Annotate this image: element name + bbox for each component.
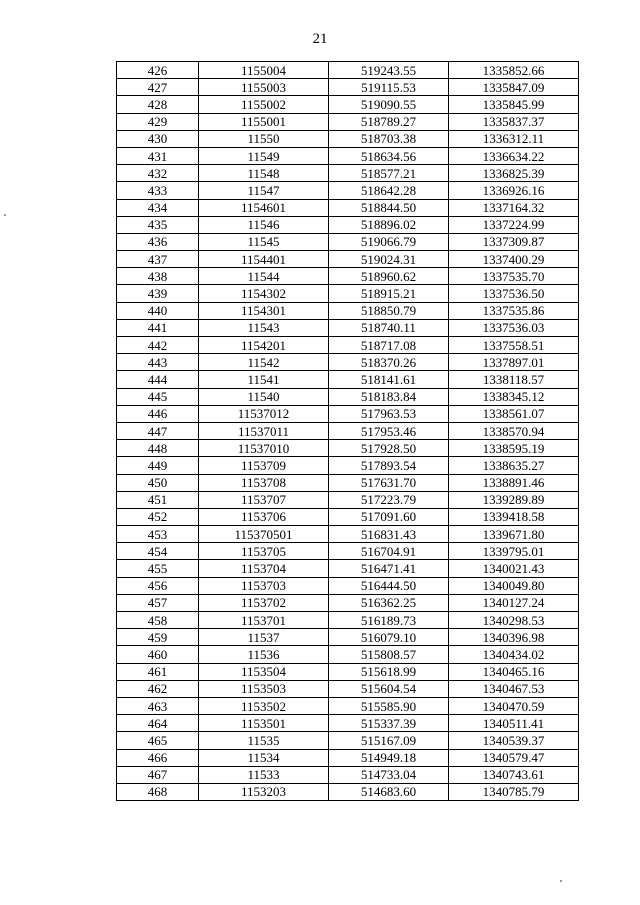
point-id-cell: 1154601 <box>199 199 329 216</box>
point-id-cell: 11549 <box>199 147 329 164</box>
point-id-cell: 1155004 <box>199 62 329 79</box>
point-id-cell: 11548 <box>199 165 329 182</box>
row-number-cell: 427 <box>117 79 199 96</box>
table-row <box>117 766 579 783</box>
point-id-cell: 1153707 <box>199 491 329 508</box>
table-row <box>117 199 579 216</box>
row-number-cell: 447 <box>117 422 199 439</box>
table-row <box>117 405 579 422</box>
y-coordinate-cell: 1335847.09 <box>449 79 579 96</box>
table-row <box>117 440 579 457</box>
y-coordinate-cell: 1335837.37 <box>449 113 579 130</box>
y-coordinate-cell: 1340021.43 <box>449 560 579 577</box>
scan-speck <box>4 214 6 216</box>
x-coordinate-cell: 517223.79 <box>329 491 449 508</box>
y-coordinate-cell: 1338118.57 <box>449 371 579 388</box>
row-number-cell: 440 <box>117 302 199 319</box>
y-coordinate-cell: 1336926.16 <box>449 182 579 199</box>
x-coordinate-cell: 518703.38 <box>329 130 449 147</box>
y-coordinate-cell: 1337558.51 <box>449 337 579 354</box>
x-coordinate-cell: 517953.46 <box>329 422 449 439</box>
table-row <box>117 663 579 680</box>
row-number-cell: 430 <box>117 130 199 147</box>
table-row <box>117 594 579 611</box>
y-coordinate-cell: 1340539.37 <box>449 732 579 749</box>
point-id-cell: 1153705 <box>199 543 329 560</box>
point-id-cell: 11534 <box>199 749 329 766</box>
table-row <box>117 113 579 130</box>
y-coordinate-cell: 1340467.53 <box>449 680 579 697</box>
point-id-cell: 11541 <box>199 371 329 388</box>
y-coordinate-cell: 1336825.39 <box>449 165 579 182</box>
point-id-cell: 11547 <box>199 182 329 199</box>
y-coordinate-cell: 1340785.79 <box>449 783 579 800</box>
y-coordinate-cell: 1336634.22 <box>449 147 579 164</box>
table-row <box>117 354 579 371</box>
y-coordinate-cell: 1335845.99 <box>449 96 579 113</box>
row-number-cell: 444 <box>117 371 199 388</box>
y-coordinate-cell: 1337897.01 <box>449 354 579 371</box>
row-number-cell: 432 <box>117 165 199 182</box>
row-number-cell: 438 <box>117 268 199 285</box>
y-coordinate-cell: 1338561.07 <box>449 405 579 422</box>
row-number-cell: 456 <box>117 577 199 594</box>
y-coordinate-cell: 1340743.61 <box>449 766 579 783</box>
x-coordinate-cell: 518370.26 <box>329 354 449 371</box>
y-coordinate-cell: 1340127.24 <box>449 594 579 611</box>
row-number-cell: 429 <box>117 113 199 130</box>
point-id-cell: 11545 <box>199 233 329 250</box>
table-row <box>117 96 579 113</box>
table-row <box>117 147 579 164</box>
row-number-cell: 467 <box>117 766 199 783</box>
y-coordinate-cell: 1339795.01 <box>449 543 579 560</box>
x-coordinate-cell: 518740.11 <box>329 319 449 336</box>
row-number-cell: 460 <box>117 646 199 663</box>
x-coordinate-cell: 518960.62 <box>329 268 449 285</box>
y-coordinate-cell: 1340465.16 <box>449 663 579 680</box>
table-row <box>117 543 579 560</box>
row-number-cell: 435 <box>117 216 199 233</box>
table-row <box>117 268 579 285</box>
x-coordinate-cell: 516189.73 <box>329 612 449 629</box>
x-coordinate-cell: 515618.99 <box>329 663 449 680</box>
y-coordinate-cell: 1339418.58 <box>449 508 579 525</box>
table-row <box>117 491 579 508</box>
y-coordinate-cell: 1340298.53 <box>449 612 579 629</box>
x-coordinate-cell: 516444.50 <box>329 577 449 594</box>
point-id-cell: 1153702 <box>199 594 329 611</box>
table-row <box>117 680 579 697</box>
y-coordinate-cell: 1335852.66 <box>449 62 579 79</box>
point-id-cell: 1153704 <box>199 560 329 577</box>
x-coordinate-cell: 519115.53 <box>329 79 449 96</box>
row-number-cell: 436 <box>117 233 199 250</box>
point-id-cell: 1153701 <box>199 612 329 629</box>
x-coordinate-cell: 518915.21 <box>329 285 449 302</box>
y-coordinate-cell: 1338570.94 <box>449 422 579 439</box>
table-row <box>117 302 579 319</box>
table-row <box>117 285 579 302</box>
x-coordinate-cell: 514949.18 <box>329 749 449 766</box>
row-number-cell: 449 <box>117 457 199 474</box>
row-number-cell: 453 <box>117 526 199 543</box>
y-coordinate-cell: 1338635.27 <box>449 457 579 474</box>
point-id-cell: 1153709 <box>199 457 329 474</box>
x-coordinate-cell: 518896.02 <box>329 216 449 233</box>
y-coordinate-cell: 1338345.12 <box>449 388 579 405</box>
y-coordinate-cell: 1339671.80 <box>449 526 579 543</box>
y-coordinate-cell: 1336312.11 <box>449 130 579 147</box>
row-number-cell: 446 <box>117 405 199 422</box>
x-coordinate-cell: 516471.41 <box>329 560 449 577</box>
x-coordinate-cell: 517091.60 <box>329 508 449 525</box>
row-number-cell: 466 <box>117 749 199 766</box>
table-row <box>117 732 579 749</box>
x-coordinate-cell: 518577.21 <box>329 165 449 182</box>
x-coordinate-cell: 514683.60 <box>329 783 449 800</box>
x-coordinate-cell: 516831.43 <box>329 526 449 543</box>
y-coordinate-cell: 1337535.70 <box>449 268 579 285</box>
point-id-cell: 1154201 <box>199 337 329 354</box>
row-number-cell: 448 <box>117 440 199 457</box>
coordinates-table-body <box>117 62 579 801</box>
x-coordinate-cell: 519243.55 <box>329 62 449 79</box>
y-coordinate-cell: 1337224.99 <box>449 216 579 233</box>
row-number-cell: 457 <box>117 594 199 611</box>
row-number-cell: 461 <box>117 663 199 680</box>
table-row <box>117 457 579 474</box>
row-number-cell: 463 <box>117 697 199 714</box>
y-coordinate-cell: 1340511.41 <box>449 715 579 732</box>
x-coordinate-cell: 514733.04 <box>329 766 449 783</box>
y-coordinate-cell: 1337536.03 <box>449 319 579 336</box>
row-number-cell: 468 <box>117 783 199 800</box>
table-row <box>117 62 579 79</box>
x-coordinate-cell: 518717.08 <box>329 337 449 354</box>
table-row <box>117 388 579 405</box>
y-coordinate-cell: 1340049.80 <box>449 577 579 594</box>
point-id-cell: 11536 <box>199 646 329 663</box>
row-number-cell: 437 <box>117 251 199 268</box>
point-id-cell: 1153504 <box>199 663 329 680</box>
table-row <box>117 612 579 629</box>
row-number-cell: 426 <box>117 62 199 79</box>
x-coordinate-cell: 519024.31 <box>329 251 449 268</box>
point-id-cell: 1153708 <box>199 474 329 491</box>
x-coordinate-cell: 519090.55 <box>329 96 449 113</box>
table-row <box>117 697 579 714</box>
table-row <box>117 182 579 199</box>
point-id-cell: 11537 <box>199 629 329 646</box>
x-coordinate-cell: 518141.61 <box>329 371 449 388</box>
table-row <box>117 783 579 800</box>
x-coordinate-cell: 518789.27 <box>329 113 449 130</box>
point-id-cell: 11533 <box>199 766 329 783</box>
point-id-cell: 11537012 <box>199 405 329 422</box>
table-row <box>117 422 579 439</box>
table-row <box>117 130 579 147</box>
x-coordinate-cell: 515808.57 <box>329 646 449 663</box>
x-coordinate-cell: 518642.28 <box>329 182 449 199</box>
table-row <box>117 371 579 388</box>
x-coordinate-cell: 517928.50 <box>329 440 449 457</box>
x-coordinate-cell: 515585.90 <box>329 697 449 714</box>
table-row <box>117 715 579 732</box>
y-coordinate-cell: 1340579.47 <box>449 749 579 766</box>
row-number-cell: 462 <box>117 680 199 697</box>
page-number: 21 <box>312 31 328 47</box>
row-number-cell: 458 <box>117 612 199 629</box>
x-coordinate-cell: 516704.91 <box>329 543 449 560</box>
point-id-cell: 1155002 <box>199 96 329 113</box>
y-coordinate-cell: 1337309.87 <box>449 233 579 250</box>
point-id-cell: 11542 <box>199 354 329 371</box>
row-number-cell: 459 <box>117 629 199 646</box>
table-row <box>117 79 579 96</box>
point-id-cell: 1153502 <box>199 697 329 714</box>
point-id-cell: 1153203 <box>199 783 329 800</box>
table-row <box>117 629 579 646</box>
y-coordinate-cell: 1337535.86 <box>449 302 579 319</box>
row-number-cell: 433 <box>117 182 199 199</box>
table-row <box>117 526 579 543</box>
point-id-cell: 1153706 <box>199 508 329 525</box>
table-row <box>117 749 579 766</box>
table-row <box>117 251 579 268</box>
table-row <box>117 560 579 577</box>
coordinates-table <box>116 61 579 801</box>
row-number-cell: 455 <box>117 560 199 577</box>
scan-speck <box>560 880 562 882</box>
table-row <box>117 508 579 525</box>
x-coordinate-cell: 518183.84 <box>329 388 449 405</box>
y-coordinate-cell: 1340470.59 <box>449 697 579 714</box>
point-id-cell: 1154301 <box>199 302 329 319</box>
x-coordinate-cell: 517963.53 <box>329 405 449 422</box>
point-id-cell: 1154302 <box>199 285 329 302</box>
point-id-cell: 11540 <box>199 388 329 405</box>
table-row <box>117 337 579 354</box>
row-number-cell: 439 <box>117 285 199 302</box>
row-number-cell: 428 <box>117 96 199 113</box>
row-number-cell: 452 <box>117 508 199 525</box>
row-number-cell: 441 <box>117 319 199 336</box>
x-coordinate-cell: 517893.54 <box>329 457 449 474</box>
point-id-cell: 11537011 <box>199 422 329 439</box>
table-row <box>117 577 579 594</box>
row-number-cell: 445 <box>117 388 199 405</box>
point-id-cell: 11544 <box>199 268 329 285</box>
x-coordinate-cell: 517631.70 <box>329 474 449 491</box>
table-row <box>117 319 579 336</box>
row-number-cell: 431 <box>117 147 199 164</box>
x-coordinate-cell: 516079.10 <box>329 629 449 646</box>
point-id-cell: 1153703 <box>199 577 329 594</box>
y-coordinate-cell: 1340396.98 <box>449 629 579 646</box>
point-id-cell: 11550 <box>199 130 329 147</box>
table-row <box>117 646 579 663</box>
y-coordinate-cell: 1339289.89 <box>449 491 579 508</box>
y-coordinate-cell: 1337536.50 <box>449 285 579 302</box>
point-id-cell: 1155001 <box>199 113 329 130</box>
row-number-cell: 434 <box>117 199 199 216</box>
point-id-cell: 1154401 <box>199 251 329 268</box>
row-number-cell: 443 <box>117 354 199 371</box>
x-coordinate-cell: 515604.54 <box>329 680 449 697</box>
x-coordinate-cell: 515337.39 <box>329 715 449 732</box>
y-coordinate-cell: 1337400.29 <box>449 251 579 268</box>
point-id-cell: 11543 <box>199 319 329 336</box>
point-id-cell: 1153503 <box>199 680 329 697</box>
point-id-cell: 11537010 <box>199 440 329 457</box>
x-coordinate-cell: 516362.25 <box>329 594 449 611</box>
x-coordinate-cell: 519066.79 <box>329 233 449 250</box>
y-coordinate-cell: 1338891.46 <box>449 474 579 491</box>
point-id-cell: 1155003 <box>199 79 329 96</box>
row-number-cell: 454 <box>117 543 199 560</box>
point-id-cell: 115370501 <box>199 526 329 543</box>
y-coordinate-cell: 1337164.32 <box>449 199 579 216</box>
row-number-cell: 450 <box>117 474 199 491</box>
y-coordinate-cell: 1338595.19 <box>449 440 579 457</box>
row-number-cell: 442 <box>117 337 199 354</box>
point-id-cell: 11535 <box>199 732 329 749</box>
y-coordinate-cell: 1340434.02 <box>449 646 579 663</box>
table-row <box>117 233 579 250</box>
x-coordinate-cell: 518850.79 <box>329 302 449 319</box>
row-number-cell: 465 <box>117 732 199 749</box>
table-row <box>117 216 579 233</box>
x-coordinate-cell: 518634.56 <box>329 147 449 164</box>
x-coordinate-cell: 518844.50 <box>329 199 449 216</box>
row-number-cell: 464 <box>117 715 199 732</box>
table-row <box>117 474 579 491</box>
table-row <box>117 165 579 182</box>
point-id-cell: 11546 <box>199 216 329 233</box>
x-coordinate-cell: 515167.09 <box>329 732 449 749</box>
point-id-cell: 1153501 <box>199 715 329 732</box>
row-number-cell: 451 <box>117 491 199 508</box>
